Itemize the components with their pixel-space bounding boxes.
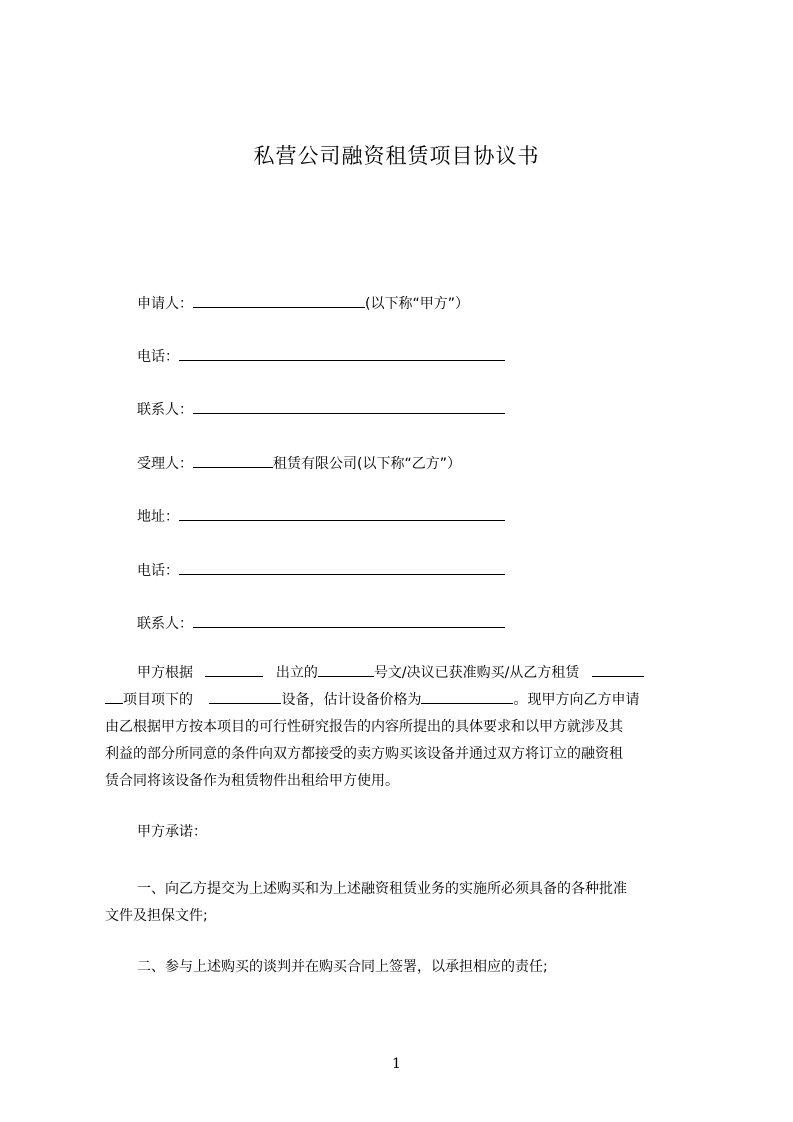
paragraph-line: 赁合同将该设备作为租赁物件出租给甲方使用。: [105, 773, 399, 789]
page-number: 1: [392, 1056, 401, 1072]
contact2-blank[interactable]: [193, 612, 505, 628]
project-blank-cont[interactable]: [105, 688, 123, 704]
phone1-blank[interactable]: [179, 345, 505, 361]
text-segment: 。现甲方向乙方申请: [513, 692, 640, 708]
promise-heading: 甲方承诺：: [137, 824, 207, 840]
address-field: [137, 505, 505, 525]
paragraph-line: 利益的部分所同意的条件向双方都接受的卖方购买该设备并通过双方将订立的融资租: [105, 746, 623, 762]
phone2-label: 电话：: [137, 563, 179, 579]
contact2-label: 联系人：: [137, 616, 193, 632]
phone2-blank[interactable]: [179, 559, 505, 575]
phone1-field: [137, 345, 505, 365]
acceptor-field: [137, 452, 461, 472]
applicant-field: [137, 292, 469, 312]
applicant-suffix: (以下称“甲方”）: [365, 296, 469, 312]
applicant-blank[interactable]: [193, 292, 365, 308]
text-segment: 项目项下的: [123, 692, 193, 708]
promise-item-2: 二、参与上述购买的谈判并在购买合同上签署，以承担相应的责任;: [137, 959, 548, 975]
doc-number-blank[interactable]: [318, 661, 374, 677]
paragraph-line: [105, 687, 705, 714]
address-blank[interactable]: [179, 505, 505, 521]
paragraph-line: 一、向乙方提交为上述购买和为上述融资租赁业务的实施所必须具备的各种批准: [137, 881, 627, 897]
address-label: 地址：: [137, 509, 179, 525]
contact2-field: [137, 612, 505, 632]
document-title: 私营公司融资租赁项目协议书: [253, 144, 540, 168]
text-segment: 出立的: [275, 665, 318, 681]
contact1-label: 联系人：: [137, 402, 193, 418]
promise-item-1: [105, 876, 705, 930]
text-segment: 设备，估计设备价格为: [281, 692, 422, 708]
contact1-blank[interactable]: [193, 398, 505, 414]
phone2-field: [137, 559, 505, 579]
application-paragraph: [105, 660, 705, 795]
paragraph-line: 文件及担保文件;: [105, 908, 208, 924]
acceptor-suffix: 租赁有限公司(以下称“乙方”）: [273, 456, 461, 472]
basis-blank[interactable]: [205, 661, 263, 677]
text-segment: 甲方根据: [137, 665, 193, 681]
price-blank[interactable]: [421, 688, 513, 704]
project-blank[interactable]: [592, 661, 644, 677]
contact1-field: [137, 398, 505, 418]
paragraph-line: [105, 660, 705, 687]
phone1-label: 电话：: [137, 349, 179, 365]
paragraph-line: 由乙根据甲方按本项目的可行性研究报告的内容所提出的具体要求和以甲方就涉及其: [105, 719, 623, 735]
text-segment: 号文/决议已获准购买/从乙方租赁: [373, 665, 580, 681]
applicant-label: 申请人：: [137, 296, 193, 312]
acceptor-blank[interactable]: [193, 452, 273, 468]
acceptor-label: 受理人：: [137, 456, 193, 472]
equipment-blank[interactable]: [209, 688, 281, 704]
